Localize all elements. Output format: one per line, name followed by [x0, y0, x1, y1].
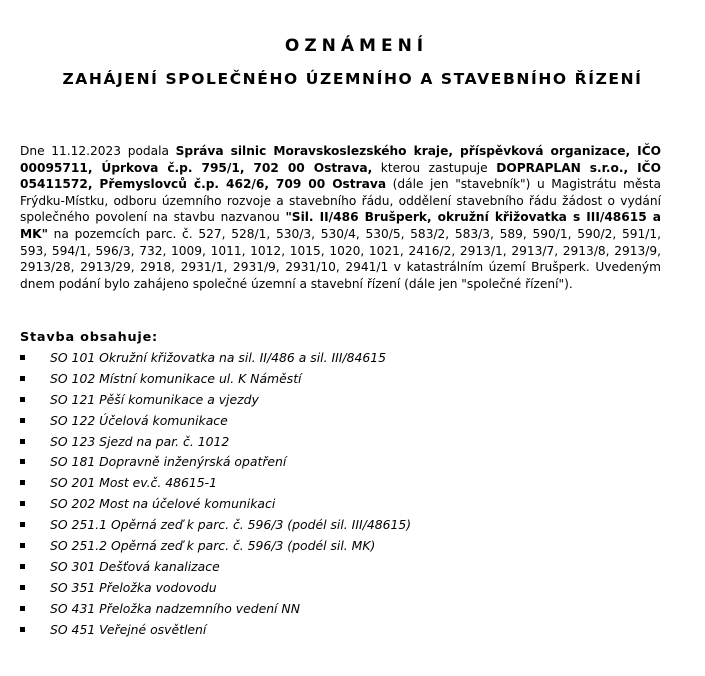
document-subtitle: ZAHÁJENÍ SPOLEČNÉHO ÚZEMNÍHO A STAVEBNÍHO ŘÍZENÍ — [62, 70, 643, 88]
list-item-text: SO 101 Okružní křižovatka na sil. II/486 a sil. III/84615 — [50, 350, 387, 365]
bullet-icon — [20, 564, 25, 569]
list-item-text: SO 102 Místní komunikace ul. K Náměstí — [50, 370, 302, 386]
list-item-text: SO 201 Most ev.č. 48615-1 — [50, 475, 218, 491]
section-title: Stavba obsahuje: — [20, 330, 158, 345]
paragraph-text-1: Dne 11.12.2023 podala — [20, 144, 176, 158]
applicant-name: Správa silnic Moravskoslezského kraje, příspěvková organizace, IČO 00095711, Úprkova č.p. 795/1, 702 00 Ostrava, — [20, 144, 661, 175]
list-item-text: SO 251.1 Opěrná zeď k parc. č. 596/3 (podél sil. III/48615) — [50, 517, 412, 533]
bullet-icon — [20, 501, 25, 506]
bullet-icon — [20, 627, 25, 632]
paragraph-text-4: na pozemcích parc. č. 527, 528/1, 530/3, 530/4, 530/5, 583/2, 583/3, 589, 590/1, 590/2, 591/1, 593, 594/1, 596/3, 732, 1009, 1011, 1012, 1015, 1020, 1021, 2416/2, 2913/1, 2913/7, 2913/8, 2913/9, 2913/28, 2913/29, 2918, 2931/1, 2931/9, 2931/10, 2941/1 v katastrálním území Brušperk. Uvedeným dnem podání bylo zahájeno společné územní a stavební řízení (dále jen "společné řízení"). — [20, 226, 661, 291]
list-item-text: SO 301 Dešťová kanalizace — [50, 558, 220, 574]
list-item-text: SO 202 Most na účelové komunikaci — [50, 496, 276, 512]
list-item-text: SO 451 Veřejné osvětlení — [50, 621, 207, 637]
list-item-text: SO 123 Sjezd na par. č. 1012 — [50, 433, 230, 449]
list-item-text: SO 351 Přeložka vodovodu — [50, 579, 217, 595]
list-item-text: SO 181 Dopravně inženýrská opatření — [50, 454, 287, 470]
document-title: OZNÁMENÍ — [284, 36, 429, 56]
bullet-icon — [20, 418, 25, 423]
list-item-text: SO 251.2 Opěrná zeď k parc. č. 596/3 (podél sil. MK) — [50, 538, 376, 554]
bullet-icon — [20, 355, 25, 360]
bullet-icon — [20, 439, 25, 444]
list-item-text: SO 121 Pěší komunikace a vjezdy — [50, 391, 259, 407]
bullet-icon — [20, 376, 25, 381]
announcement-paragraph — [20, 143, 661, 292]
project-name: "Sil. II/486 Brušperk, okružní křižovatka s III/48615 a MK" — [20, 210, 661, 241]
bullet-icon — [20, 480, 25, 485]
paragraph-text-3: (dále jen "stavebník") u Magistrátu města Frýdku-Místku, odboru územního rozvoje a stavebního řádu, oddělení stavebního řádu žádost o vydání společného povolení na stavbu nazvanou — [20, 177, 661, 225]
bullet-icon — [20, 585, 25, 590]
paragraph-text-2: kterou zastupuje — [372, 160, 497, 175]
bullet-icon — [20, 397, 25, 402]
list-item-text: SO 431 Přeložka nadzemního vedení NN — [50, 600, 300, 616]
bullet-icon — [20, 522, 25, 527]
list-item-text: SO 122 Účelová komunikace — [50, 412, 228, 428]
bullet-icon — [20, 459, 25, 464]
bullet-icon — [20, 543, 25, 548]
representative-name: DOPRAPLAN s.r.o., IČO 05411572, Přemyslovců č.p. 462/6, 709 00 Ostrava — [20, 160, 661, 192]
bullet-icon — [20, 606, 25, 611]
